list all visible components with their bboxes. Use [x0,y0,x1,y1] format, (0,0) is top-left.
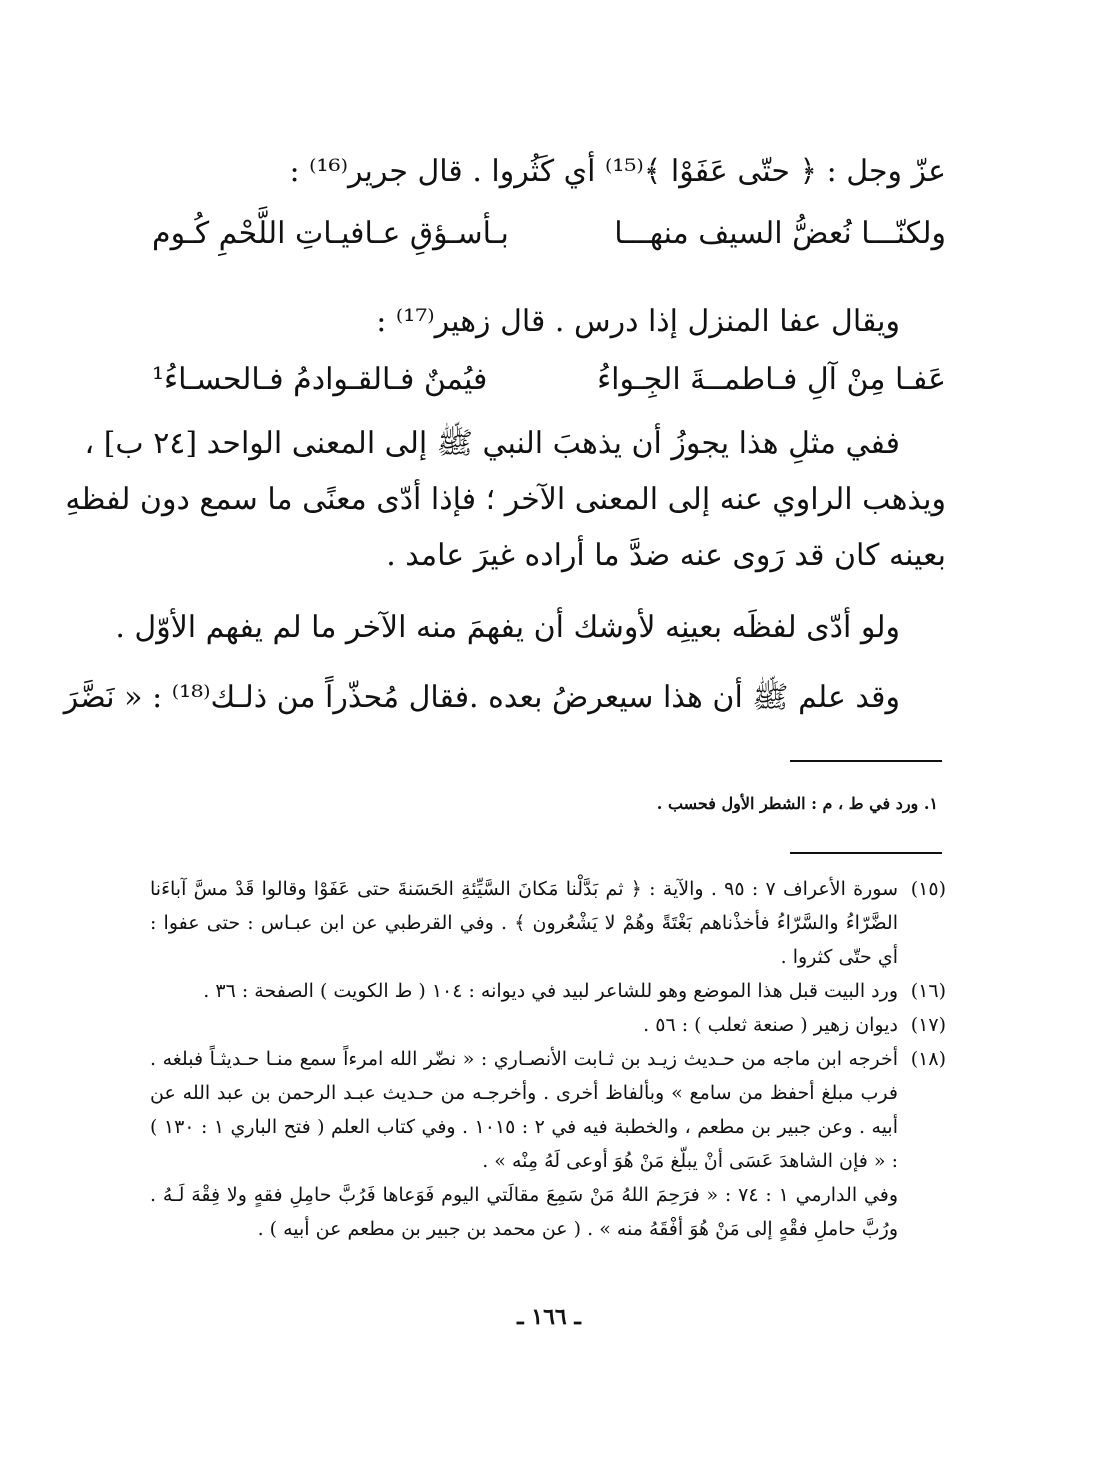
footnote-18 [150,1042,946,1178]
body-line-2: ويقال عفا المنزل إذا درس . قال زهير⁽¹⁷⁾ : [376,304,900,339]
editor-note: ١. ورد في ط ، م : الشطر الأول فحسب . [656,794,938,813]
footnote-number: (١٧) [910,1014,946,1036]
paragraph-2: ولو أدّى لفظَه بعينِه لأوشك أن يفهمَ منه الآخر ما لم يفهم الأوّل . [115,610,900,645]
page-number: ـ ١٦٦ ـ [517,1304,581,1330]
footnote-separator [790,852,942,854]
paragraph-1-line-1: ففي مثلِ هذا يجوزُ أن يذهبَ النبي ﷺ إلى المعنى الواحد [٢٤ ب] ، [84,426,900,461]
footnote-17 [150,1008,946,1042]
footnote-text: أخرجه ابن ماجه من حـديث زيـد بن ثـابت الأنصـاري : « نضّر الله امرءاً سمع منـا حـديثـاً فبلغه . فرب مبلغ أحفظ من سامع » وبألفاظ أخرى . وأخرجـه من حـديث عبـد الرحمن بن عبد الله عن أبيه . وعن جبير بن مطعم ، والخطبة فيه في ٢ : ١٠١٥ . وفي كتاب العلم ( فتح الباري ١ : ١٣٠ ) : « فإن الشاهدَ عَسَى أنْ يبلّغ مَنْ هُوَ أوعى لَهُ مِنْه » . [150,1048,898,1172]
separator-line [790,760,942,762]
footnote-text: ديوان زهير ( صنعة ثعلب ) : ٥٦ . [643,1014,898,1036]
footnote-number: (١٨) [910,1048,946,1070]
verse-2-second-hemistich: فيُمنٌ فـالقـوادمُ فـالحسـاءُ¹ [152,362,488,397]
footnote-text: ورد البيت قبل هذا الموضع وهو للشاعر لبيد في ديوانه : ١٠٤ ( ط الكويت ) الصفحة : ٣٦ . [203,980,898,1002]
footnote-text: وفي الدارمي ١ : ٧٤ : « فرَحِمَ اللهُ مَنْ سَمِعَ مقالَتي اليوم فَوَعاها فَرُبَّ حامِلِ فقهٍ ولا فِقْهَ لَـهُ . ورُبَّ حاملِ فقْهٍ إلى مَنْ هُوَ أفْقَهُ منه » . ( عن محمد بن جبير بن مطعم عن أبيه ) . [150,1184,898,1240]
footnote-number: (١٥) [910,878,946,900]
footnote-15 [150,872,946,974]
footnote-18-continued [150,1178,946,1246]
verse-1-second-hemistich: بـأسـؤقِ عـافيـاتِ اللَّحْمِ كُـوم [152,216,509,251]
footnote-16 [150,974,946,1008]
paragraph-1-line-2: ويذهب الراوي عنه إلى المعنى الآخر ؛ فإذا أدّى معنًى ما سمع دون لفظهِ [65,482,946,517]
footnote-number: (١٦) [910,980,946,1002]
paragraph-1-line-3: بعينه كان قد رَوى عنه ضدَّ ما أراده غيرَ عامد . [386,538,946,573]
verse-2-first-hemistich: عَفـا مِنْ آلِ فـاطمــةَ الجِـواءُ [597,362,946,397]
footnote-text: سورة الأعراف ٧ : ٩٥ . والآية : ﴿ ثم بَدَّلْنا مَكانَ السَّيِّئةِ الحَسَنةَ حتى عَفَوْا وقالوا قَدْ مسَّ آباءَنا الضَّرّاءُ والسَّرّاءُ فأخذْناهم بَغْتَةً وهُمْ لا يَشْعُرون ﴾ . وفي القرطبي عن ابن عبـاس : حتى عفوا : أي حتّى كثروا . [150,878,898,968]
paragraph-3: وقد علم ﷺ أن هذا سيعرضُ بعده .فقال مُحذّراً من ذلـك⁽¹⁸⁾ : « نَضَّرَ [63,680,900,715]
verse-1-first-hemistich: ولكنّـــا نُعضُّ السيف منهـــا [614,216,946,251]
body-line-1: عزّ وجل : ﴿ حتّى عَفَوْا ﴾⁽¹⁵⁾ أي كَثُروا . قال جرير⁽¹⁶⁾ : [289,154,946,189]
footnotes [150,872,946,1246]
